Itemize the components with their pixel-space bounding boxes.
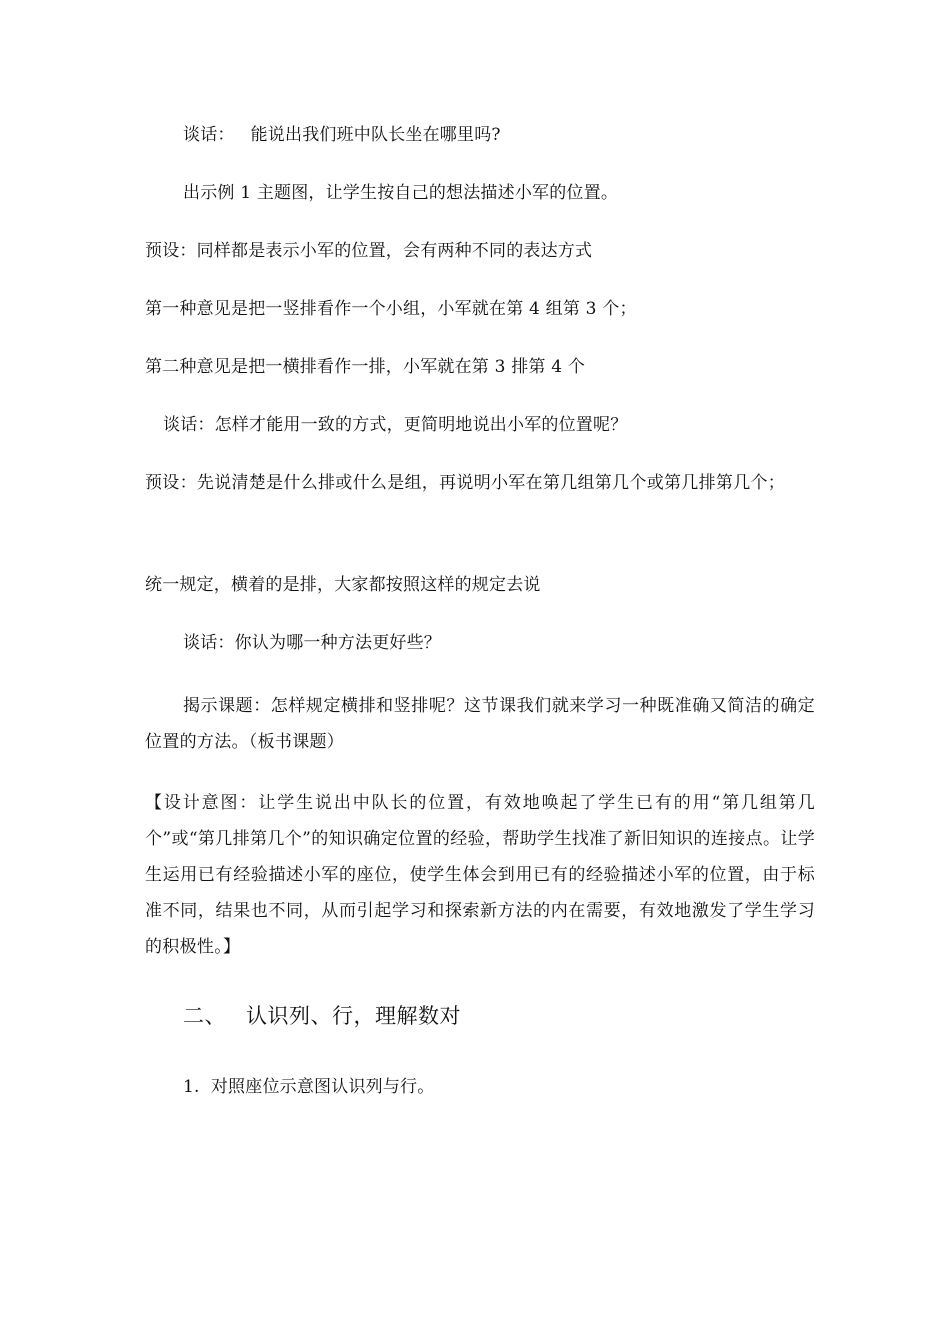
section-title: 认识列、行，理解数对 <box>246 1004 461 1028</box>
section-heading <box>183 1003 461 1029</box>
dialogue-line-1 <box>183 125 853 145</box>
preset-paragraph-2: 预设：先说清楚是什么排或什么是组，再说明小军在第几组第几个或第几排第几个； <box>145 473 786 493</box>
rule-line: 统一规定，横着的是排，大家都按照这样的规定去说 <box>145 575 541 595</box>
dialogue-label: 谈话： <box>183 125 235 145</box>
list-item <box>183 1077 853 1097</box>
dialogue-line-2: 谈话：怎样才能用一致的方式，更简明地说出小军的位置呢？ <box>163 415 628 435</box>
dialogue-line-3: 谈话：你认为哪一种方法更好些？ <box>183 633 441 653</box>
opinion-line-2: 第二种意见是把一横排看作一排，小军就在第 3 排第 4 个 <box>145 357 586 377</box>
preset-line-1: 预设：同样都是表示小军的位置，会有两种不同的表达方式 <box>145 241 593 261</box>
opinion-line-1: 第一种意见是把一竖排看作一个小组，小军就在第 4 组第 3 个； <box>145 299 637 319</box>
list-item-text: 对照座位示意图认识列与行。 <box>210 1077 435 1097</box>
dialogue-text: 能说出我们班中队长坐在哪里吗? <box>250 125 501 145</box>
design-intent-paragraph: 【设计意图：让学生说出中队长的位置，有效地唤起了学生已有的用“第几组第几个”或“第几排第几个”的知识确定位置的经验，帮助学生找准了新旧知识的连接点。让学生运用已有经验描述小军的座位，使学生体会到用已有的经验描述小军的位置，由于标准不同，结果也不同，从而引起学习和探索新方法的内在需要，有效地激发了学生学习的积极性。】 <box>145 793 815 957</box>
instruction-line: 出示例 1 主题图，让学生按自己的想法描述小军的位置。 <box>183 183 619 203</box>
topic-paragraph: 揭示课题：怎样规定横排和竖排呢？这节课我们就来学习一种既准确又简洁的确定位置的方法。（板书课题） <box>145 696 815 752</box>
section-number: 二、 <box>183 1004 226 1028</box>
list-item-number: 1. <box>183 1077 200 1097</box>
